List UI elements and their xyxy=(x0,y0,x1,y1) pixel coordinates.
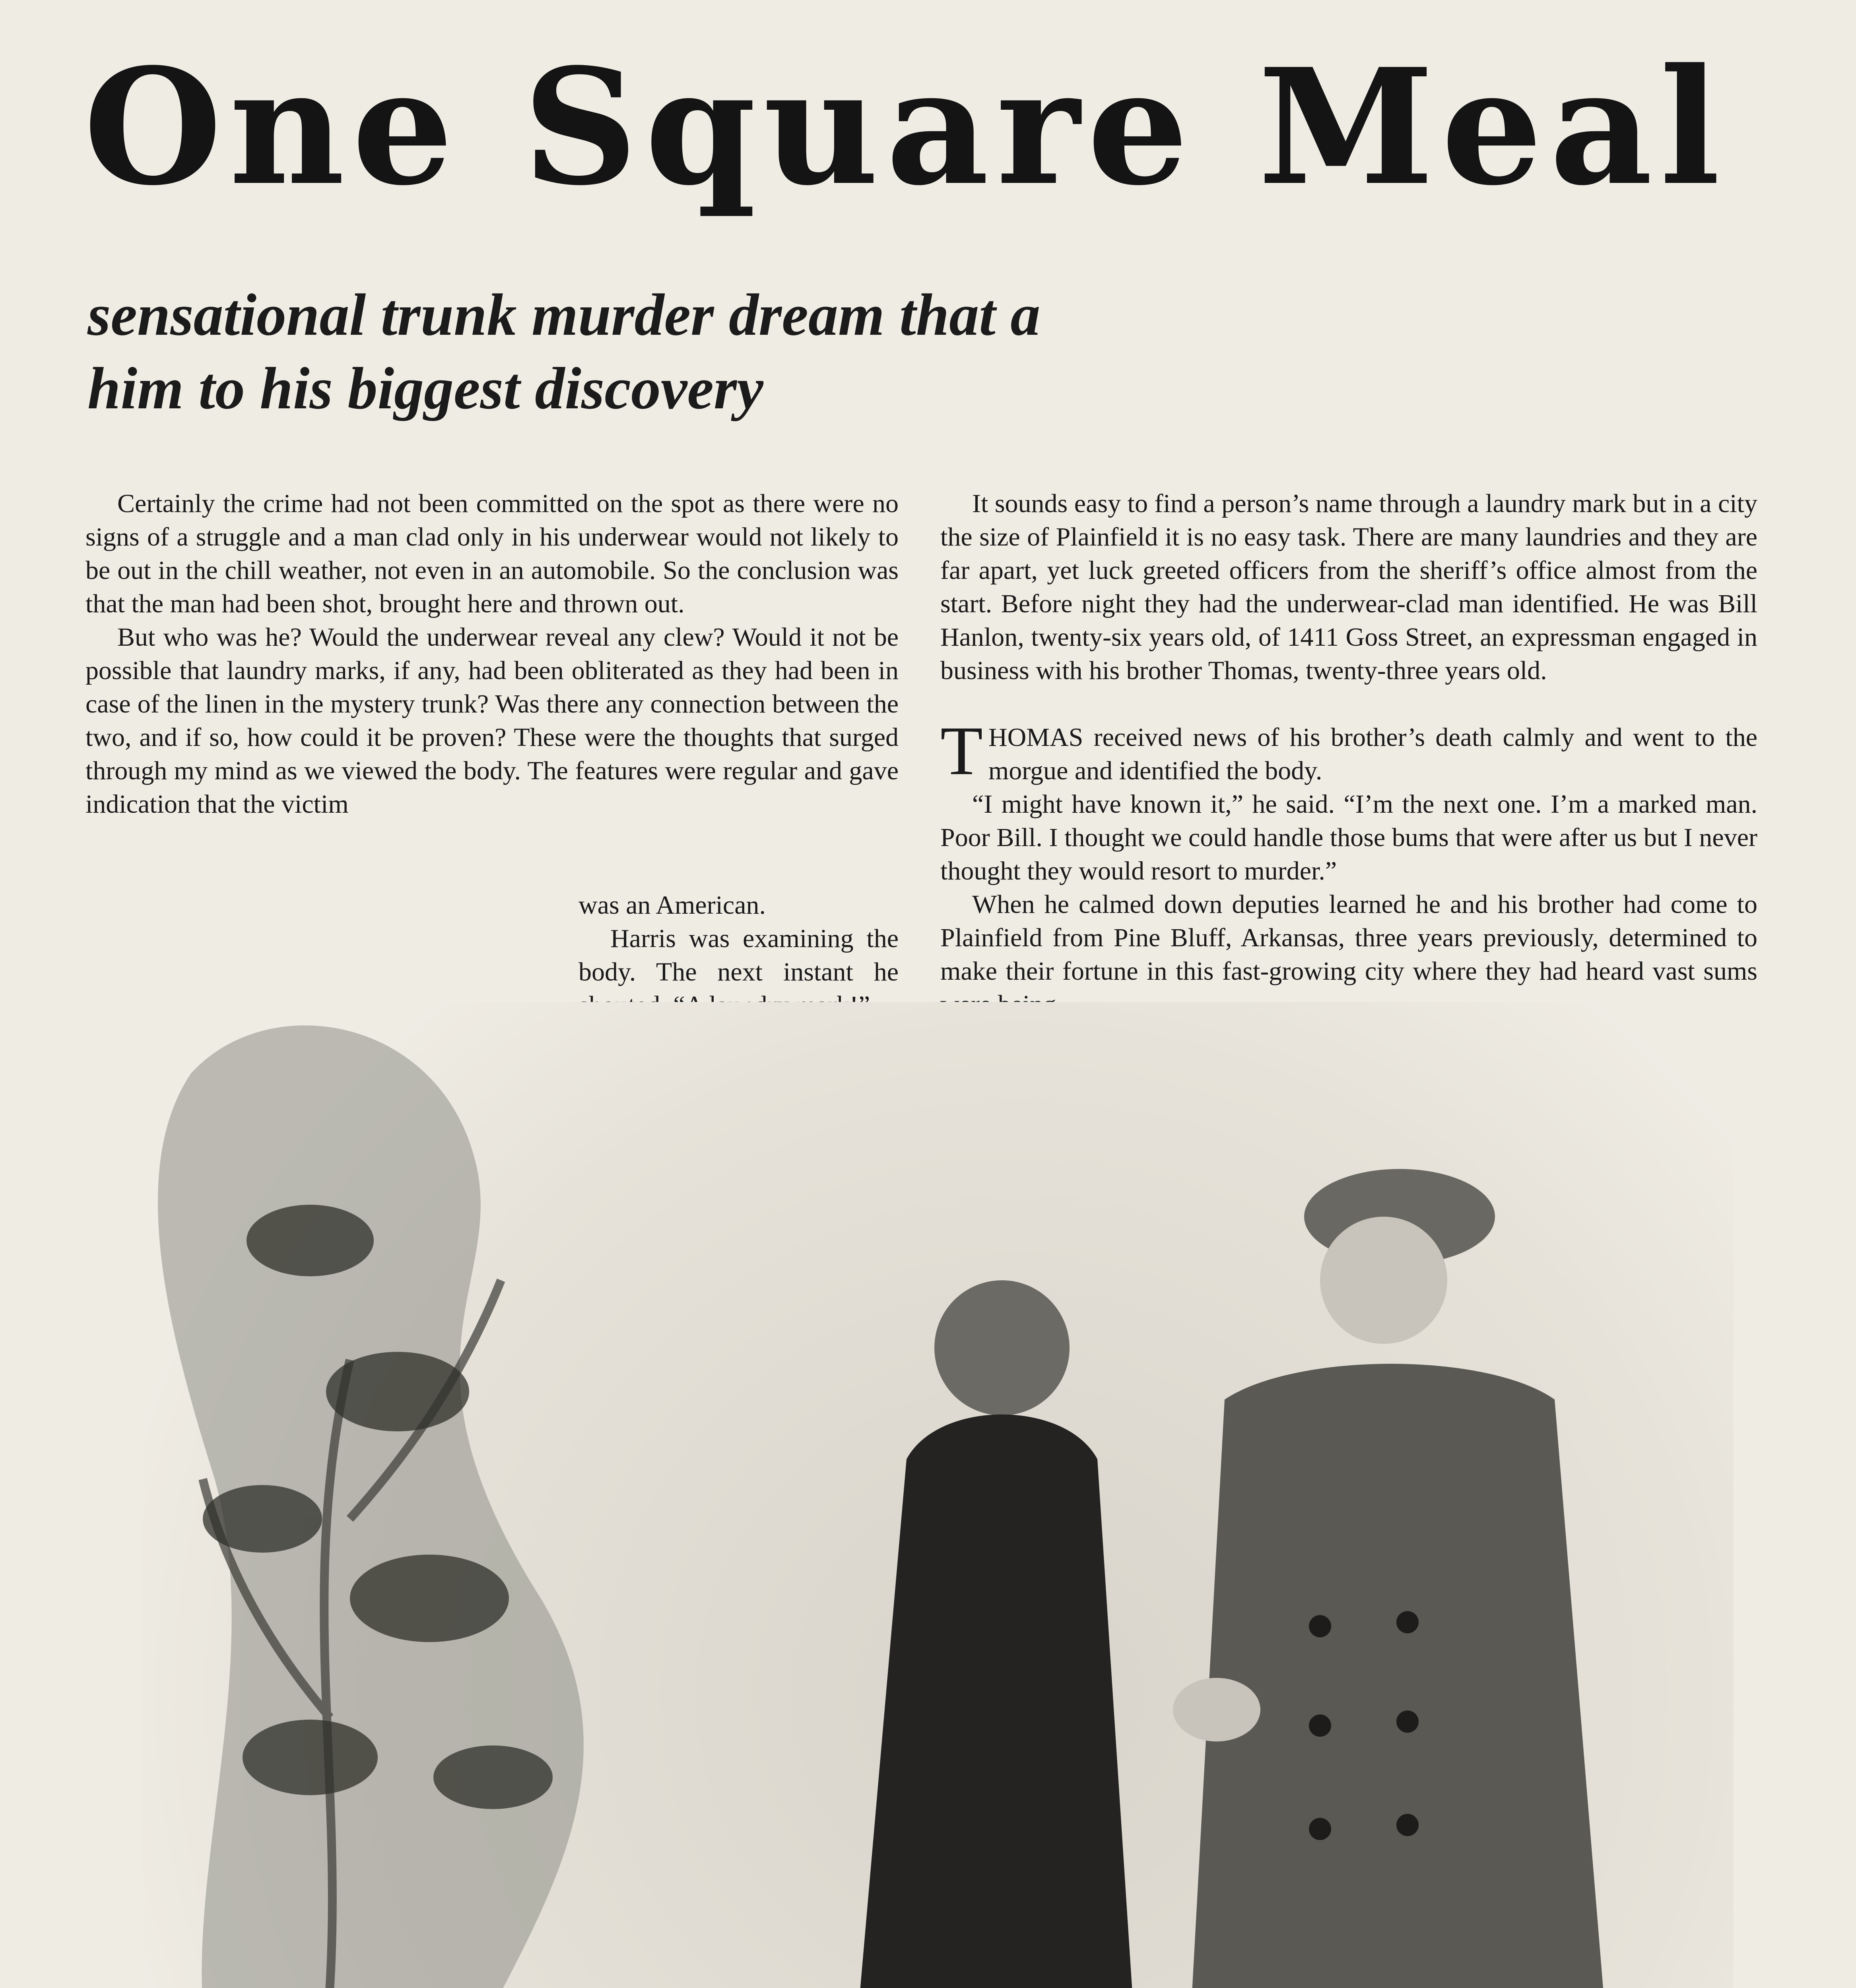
paragraph: Certainly the crime had not been committed on the spot as there were no signs of a struggle and a man clad only in his underwear would not likely to be out in the chill weather, not even in an automobile. So the conclusion was that the man had been shot, brought here and thrown out. xyxy=(85,489,899,618)
drop-cap-paragraph xyxy=(940,712,1757,789)
paragraph-text: HOMAS received news of his brother’s death calmly and went to the morgue and identified the body. xyxy=(988,723,1757,785)
paragraph: “I might have known it,” he said. “I’m the next one. I’m a marked man. Poor Bill. I thought we could handle those bums that were after us but I never thought they would resort to murder.” xyxy=(940,790,1757,885)
headline: One Square Meal xyxy=(83,34,1728,221)
paragraph: But who was he? Would the underwear reveal any clew? Would it not be possible that laundry marks, if any, had been obliterated as they had been in case of the linen in the mystery trunk? Was there any connection between the two, and if so, how could it be proven? These were the thoughts that surged through my mind as we viewed the body. The features were regular and gave indication that the victim xyxy=(85,623,899,819)
photo-illustration-icon xyxy=(143,1002,1734,1988)
paragraph: Harris was examining the body. The next instant he xyxy=(579,924,899,986)
subheadline-line-2: him to his biggest discovery xyxy=(87,355,763,421)
right-column xyxy=(940,487,1757,1021)
drop-cap: T xyxy=(940,712,983,789)
paragraph: When he calmed down deputies learned he and his brother had come to Plainfield from Pine Bluff, Arkansas, three years previously, determined to make their fortune in this fast-growing city where they had heard vast sums xyxy=(940,890,1757,986)
paragraph: It sounds easy to find a person’s name through a laundry mark but in a city the size of Plainfield it is no easy task. There are many laundries and they are far apart, yet luck greeted officers from the sheriff’s office almost from the start. Before night they had the underwear-clad man identified. He was Bill Hanlon, twenty-six years old, of 1411 Goss Street, an expressman engaged in business with his brother Thomas, twenty-three years old. xyxy=(940,489,1757,685)
paragraph: was an American. xyxy=(579,891,766,920)
illustration-photo xyxy=(143,1002,1734,1988)
subheadline xyxy=(87,278,1201,425)
subheadline-line-1: sensational trunk murder dream that a xyxy=(87,282,1041,348)
left-column xyxy=(85,487,899,821)
